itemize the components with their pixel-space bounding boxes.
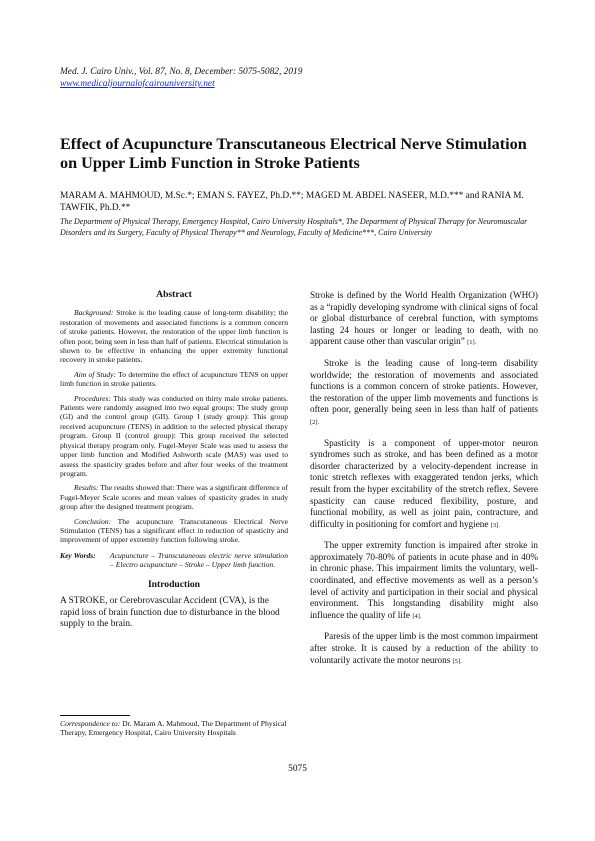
paragraph bbox=[310, 290, 538, 349]
abstract-procedures bbox=[60, 394, 288, 479]
keywords bbox=[60, 551, 288, 570]
procedures-label: Procedures: bbox=[74, 393, 111, 403]
results-text: The results showed that: There was a significant difference of Fugel-Meyer Scale scores and mean values of spasticity grades in study group after the designed treatment program. bbox=[60, 483, 288, 512]
paragraph bbox=[310, 631, 538, 667]
keywords-value: Acupuncture – Transcutaneous electric nerve stimulation – Electro acupuncture – Stroke – Upper limb function. bbox=[110, 550, 288, 570]
keywords-label: Key Words: bbox=[60, 550, 96, 560]
citation-ref: [3]. bbox=[490, 521, 500, 529]
citation-ref: [5]. bbox=[452, 657, 462, 665]
page-number: 5075 bbox=[288, 764, 307, 774]
conclusion-text: The acupuncture Transcutaneous Electrical Nerve Stimulation (TENS) has a significant effect in reduction of spasticity and improvement of upper extremity function following stroke. bbox=[60, 516, 288, 545]
correspondence-text: Dr. Maram A. Mahmoud, The Department of Physical Therapy, Emergency Hospital, Cairo University Hospitals bbox=[60, 719, 287, 738]
paragraph-text: Stroke is the leading cause of long-term disability worldwide; the restoration of movements and associated functions is a common concern of stroke patients. However, the restoration of the upper limb movements and functions is often poor, generally being seen in less than half of patients bbox=[310, 357, 538, 415]
paragraph-text: The upper extremity function is impaired after stroke in approximately 70-80% of patients in acute phase and in 40% in chronic phase. This impairment limits the voluntary, well-coordinated, and effective movements as well as a person’s level of activity and participation in their social and physical environment. This longstanding disability might also influence the quality of life bbox=[310, 540, 538, 620]
journal-url-link[interactable]: www.medicaljournalofcairouniversity.net bbox=[60, 79, 215, 89]
abstract-section bbox=[60, 290, 288, 636]
right-column bbox=[310, 290, 538, 672]
citation-ref: [4]. bbox=[412, 612, 422, 620]
affiliations: The Department of Physical Therapy, Emergency Hospital, Cairo University Hospitals*, The Department of Physical Therapy for Neuromuscular Disorders and its Surgery, Faculty of Physical Therapy** and Neurology, Faculty of Medicine***, Cairo University bbox=[60, 217, 528, 237]
conclusion-label: Conclusion: bbox=[74, 516, 112, 526]
introduction-body: , or Cerebrovascular Accident (CVA), is the rapid loss of brain function due to disturbance in the blood supply to the brain. bbox=[60, 595, 280, 630]
paragraph bbox=[310, 438, 538, 532]
results-label: Results: bbox=[74, 483, 99, 493]
abstract-conclusion bbox=[60, 517, 288, 545]
procedures-text: This study was conducted on thirty male stroke patients. Patients were randomly assigned into two equal groups: The study group (GI) and the control group (GII). Group I (study group): This group received acupuncture (TENS) in addition to the selected physical therapy program. Group II (control group): This group received the selected physical therapy program only. Fugel-Meyer Scale was used to assess the upper limb function and Modified Ashworth scale (MAS) was used to assess the spasticity grades before and after four weeks of the treatment program. bbox=[60, 393, 288, 478]
correspondence-label: Correspondence to: bbox=[60, 719, 121, 728]
introduction-lead: A STROKE bbox=[60, 595, 106, 606]
paragraph-text: Spasticity is a component of upper-motor neuron syndromes such as stroke, and has been defined as a motor disorder characterized by a velocity-dependent increase in tonic stretch reflexes with exaggerated tendon jerks, which result from the hyper excitability of the stretch reflex. Severe spasticity can cause reduced flexibility, posture, and functional mobility, as well as joint pain, contracture, and difficulty in positioning for comfort and hygiene bbox=[310, 437, 538, 529]
paragraph-text: Stroke is defined by the World Health Organization (WHO) as a “rapidly developing syndrome with clinical signs of focal or global disturbance of cerebral function, with symptoms lasting 24 hours or longer or leading to death, with no apparent cause other than vascular origin” bbox=[310, 290, 538, 347]
footnote-divider bbox=[60, 715, 130, 716]
aim-text: To determine the effect of acupuncture TENS on upper limb function in stroke patients. bbox=[60, 369, 288, 389]
introduction-heading: Introduction bbox=[147, 578, 201, 590]
correspondence-note bbox=[60, 719, 288, 738]
paragraph bbox=[310, 358, 538, 429]
paragraph-text: Paresis of the upper limb is the most common impairment after stroke. It is caused by a reduction of the ability to voluntarily activate the motor neurons bbox=[310, 631, 538, 665]
article-title: Effect of Acupuncture Transcutaneous Electrical Nerve Stimulation on Upper Limb Function in Stroke Patients bbox=[60, 135, 527, 172]
abstract-background bbox=[60, 308, 288, 364]
abstract-heading: Abstract bbox=[156, 289, 192, 300]
journal-header bbox=[60, 66, 302, 90]
introduction-text bbox=[60, 596, 288, 631]
paragraph bbox=[310, 540, 538, 622]
author-list: MARAM A. MAHMOUD, M.Sc.*; EMAN S. FAYEZ, Ph.D.**; MAGED M. ABDEL NASEER, M.D.*** and RANIA M. TAWFIK, Ph.D.** bbox=[60, 191, 524, 213]
background-label: Background: bbox=[74, 308, 114, 318]
aim-label: Aim of Study: bbox=[74, 369, 117, 379]
background-text: Stroke is the leading cause of long-term disability; the restoration of movements and associated functions is a common concern of stroke patients. However, the restoration of the upper limb function is often poor, being seen in less than half of patients. Electrical stimulation is shown to be effective in enhancing the upper extremity functional recovery in stroke patients. bbox=[60, 308, 288, 365]
journal-citation: Med. J. Cairo Univ., Vol. 87, No. 8, December: 5075-5082, 2019 bbox=[60, 67, 303, 77]
citation-ref: [2]. bbox=[310, 418, 320, 426]
abstract-results bbox=[60, 483, 288, 511]
citation-ref: [1]. bbox=[467, 339, 477, 347]
abstract-aim bbox=[60, 370, 288, 389]
